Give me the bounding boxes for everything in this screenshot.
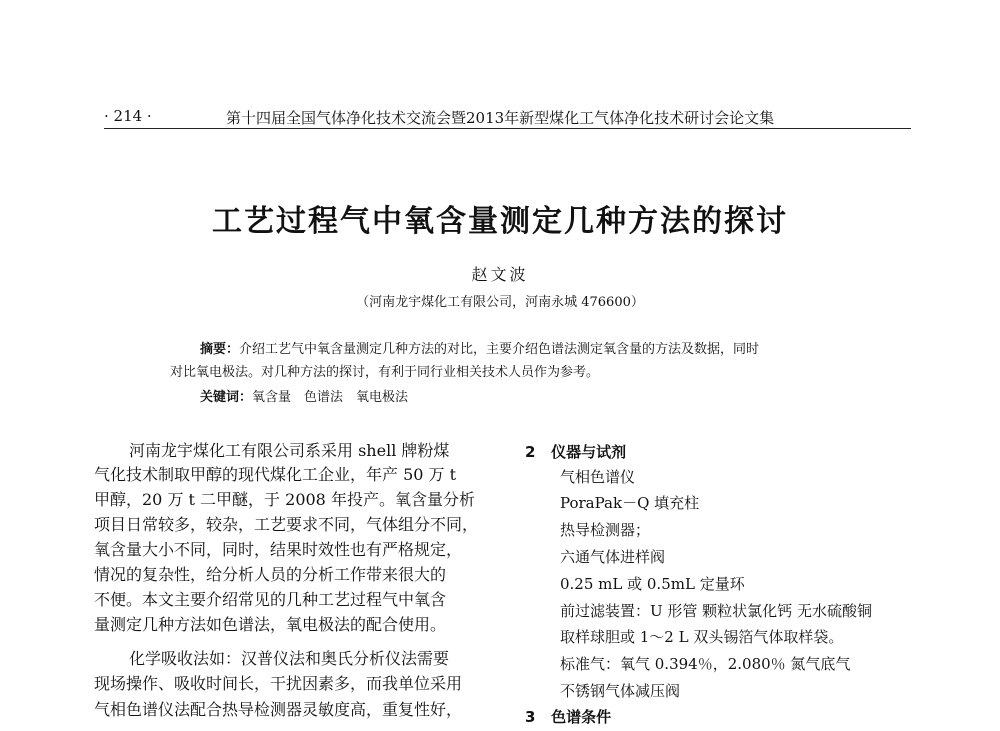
keywords-label: 关键词： — [200, 390, 253, 405]
instrument-item: 气相色谱仪 — [560, 468, 636, 486]
instrument-item: 六通气体进样阀 — [560, 548, 666, 566]
header-rule — [104, 128, 911, 129]
body-line-10: 现场操作、吸收时间长，干扰因素多，而我单位采用 — [94, 674, 463, 693]
section-3-number: 3 — [525, 708, 536, 726]
instrument-item: 前过滤装置：U 形管 颗粒状氯化钙 无水硫酸铜 — [560, 602, 872, 620]
section-3-title: 色谱条件 — [551, 708, 612, 726]
author-name: 赵文波 — [471, 265, 529, 284]
abstract-line-2: 对比氧电极法。对几种方法的探讨，有利于同行业相关技术人员作为参考。 — [170, 365, 600, 380]
running-header: 第十四届全国气体净化技术交流会暨2013年新型煤化工气体净化技术研讨会论文集 — [226, 109, 775, 127]
instrument-item: PoraPak－Q 填充柱 — [560, 494, 700, 512]
section-2-number: 2 — [525, 443, 536, 461]
section-2-title: 仪器与试剂 — [551, 443, 627, 461]
body-line-5: 氧含量大小不同，同时，结果时效性也有严格规定， — [94, 540, 463, 559]
page-number: · 214 · — [104, 107, 152, 125]
body-line-3: 甲醇，20 万 t 二甲醚，于 2008 年投产。氧含量分析 — [94, 490, 475, 509]
body-line-9: 化学吸收法如：汉普仪法和奥氏分析仪法需要 — [129, 649, 450, 668]
section-3-heading — [525, 706, 611, 727]
abstract-line-1 — [200, 338, 759, 357]
body-line-8: 量测定几种方法如色谱法，氧电极法的配合使用。 — [94, 615, 447, 634]
body-line-4: 项目日常较多，较杂，工艺要求不同，气体组分不同， — [94, 515, 479, 534]
instrument-item: 标准气：氧气 0.394％，2.080％ 氮气底气 — [560, 655, 851, 673]
keywords-line — [200, 386, 408, 405]
author-affiliation: （河南龙宇煤化工有限公司，河南永城 476600） — [356, 295, 644, 310]
body-line-1: 河南龙宇煤化工有限公司系采用 shell 牌粉煤 — [129, 441, 450, 460]
instrument-item: 取样球胆或 1～2 L 双头锡箔气体取样袋。 — [560, 628, 844, 646]
section-2-heading — [525, 441, 626, 462]
instrument-item: 0.25 mL 或 0.5mL 定量环 — [560, 575, 745, 593]
paper-title: 工艺过程气中氧含量测定几种方法的探讨 — [212, 204, 788, 239]
abstract-text-1: 介绍工艺气中氧含量测定几种方法的对比，主要介绍色谱法测定氧含量的方法及数据，同时 — [239, 342, 760, 357]
instrument-item: 热导检测器； — [560, 521, 651, 539]
abstract-label: 摘要： — [200, 342, 240, 357]
keywords-text: 氧含量 色谱法 氧电极法 — [252, 390, 409, 405]
instrument-item: 不锈钢气体减压阀 — [560, 682, 681, 700]
body-line-6: 情况的复杂性，给分析人员的分析工作带来很大的 — [94, 565, 447, 584]
body-line-11: 气相色谱仪法配合热导检测器灵敏度高，重复性好， — [94, 700, 463, 719]
body-line-7: 不便。本文主要介绍常见的几种工艺过程气中氧含 — [94, 590, 447, 609]
body-line-2: 气化技术制取甲醇的现代煤化工企业，年产 50 万 t — [94, 465, 457, 484]
